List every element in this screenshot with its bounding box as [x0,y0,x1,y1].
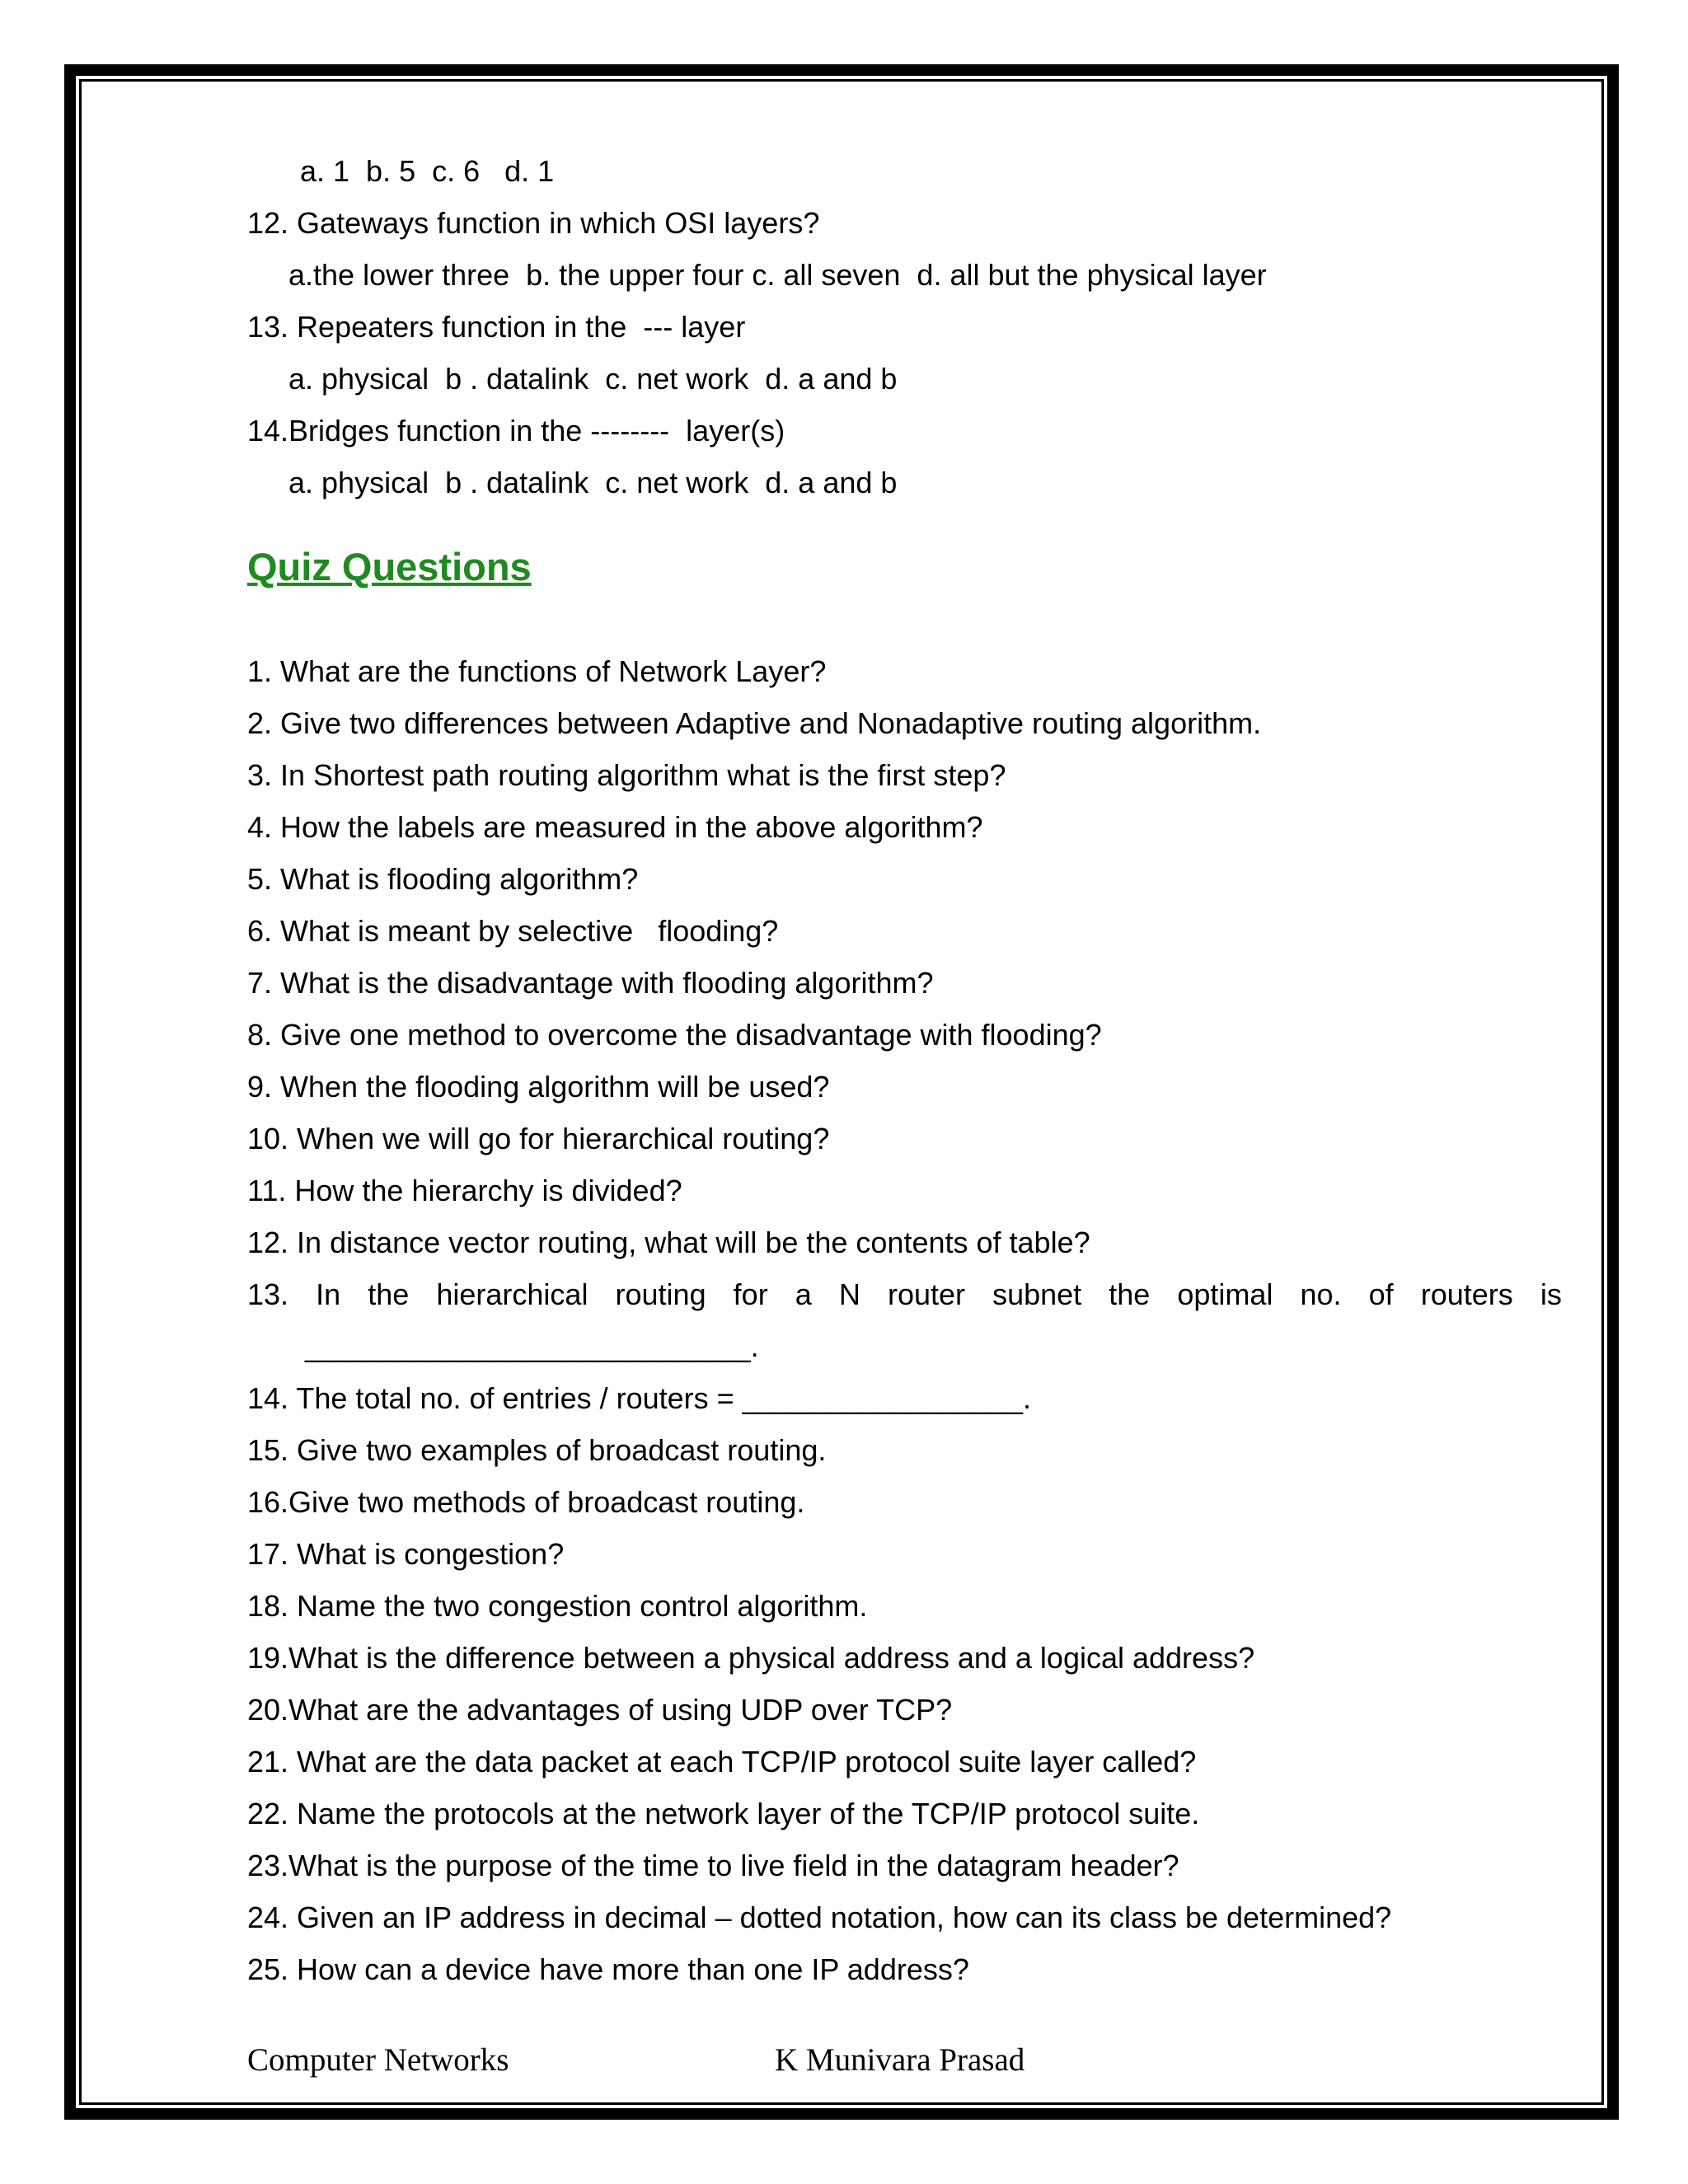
quiz-question: 20.What are the advantages of using UDP over TCP? [247,1693,953,1727]
q13-word: routing [615,1277,706,1311]
quiz-question: 2. Give two differences between Adaptive and Nonadaptive routing algorithm. [247,706,1262,740]
quiz-question: 19.What is the difference between a physical address and a logical address? [247,1641,1255,1675]
page-content [247,145,1566,1995]
mcq-line: a. 1 b. 5 c. 6 d. 1 [300,154,555,188]
quiz-question: 3. In Shortest path routing algorithm what is the first step? [247,758,1006,792]
q13-word: router [887,1277,965,1311]
quiz-question: 24. Given an IP address in decimal – dotted notation, how can its class be determined? [247,1900,1392,1934]
mcq-line: 13. Repeaters function in the --- layer [247,310,746,344]
q13-word: the [1109,1277,1151,1311]
q13-answer-blank: ___________________________. [305,1329,759,1363]
mcq-block [247,145,1566,509]
quiz-question: 1. What are the functions of Network Layer? [247,654,827,688]
quiz-list-b [247,1372,1566,1995]
q13-word: N [838,1277,860,1311]
q13-word: subnet [992,1277,1082,1311]
quiz-question: 14. The total no. of entries / routers = _________________. [247,1381,1032,1415]
quiz-question: 12. In distance vector routing, what will be the contents of table? [247,1226,1090,1259]
q13-word: routers [1420,1277,1513,1311]
q13-word: optimal [1177,1277,1273,1311]
q13-word: the [368,1277,410,1311]
quiz-question: 8. Give one method to overcome the disadvantage with flooding? [247,1018,1102,1052]
quiz-question: 23.What is the purpose of the time to live field in the datagram header? [247,1849,1179,1882]
mcq-line: a.the lower three b. the upper four c. all seven d. all but the physical layer [288,258,1267,292]
q13-word: of [1368,1277,1394,1311]
quiz-question: 10. When we will go for hierarchical routing? [247,1122,830,1155]
q13-word: is [1540,1277,1562,1311]
mcq-line: 12. Gateways function in which OSI layers? [247,206,820,240]
quiz-question: 15. Give two examples of broadcast routing. [247,1433,827,1467]
quiz-question: 4. How the labels are measured in the above algorithm? [247,810,983,844]
quiz-question-13 [247,1268,1562,1320]
quiz-question: 5. What is flooding algorithm? [247,862,639,896]
quiz-question: 7. What is the disadvantage with flooding algorithm? [247,966,934,1000]
quiz-question: 17. What is congestion? [247,1537,565,1571]
quiz-question: 21. What are the data packet at each TCP/IP protocol suite layer called? [247,1745,1197,1779]
mcq-line: 14.Bridges function in the -------- layer(s) [247,414,785,448]
quiz-question: 18. Name the two congestion control algorithm. [247,1589,868,1623]
quiz-question: 22. Name the protocols at the network layer of the TCP/IP protocol suite. [247,1797,1200,1830]
mcq-line: a. physical b . datalink c. net work d. a and b [288,466,898,499]
q13-word: a [795,1277,812,1311]
quiz-question: 9. When the flooding algorithm will be used? [247,1070,830,1104]
q13-word: hierarchical [436,1277,588,1311]
quiz-list-a [247,645,1566,1268]
footer-course-title: Computer Networks [247,2042,509,2078]
quiz-question: 25. How can a device have more than one IP address? [247,1952,969,1986]
q13-word: for [733,1277,768,1311]
footer-author: K Munivara Prasad [775,2042,1025,2078]
mcq-line: a. physical b . datalink c. net work d. a and b [288,362,898,396]
quiz-question: 6. What is meant by selective flooding? [247,914,779,948]
q13-word: In [316,1277,341,1311]
section-heading: Quiz Questions [247,545,532,588]
q13-word: no. [1300,1277,1342,1311]
quiz-question: 11. How the hierarchy is divided? [247,1174,682,1207]
q13-word: 13. [247,1277,289,1311]
quiz-question: 16.Give two methods of broadcast routing. [247,1485,805,1519]
